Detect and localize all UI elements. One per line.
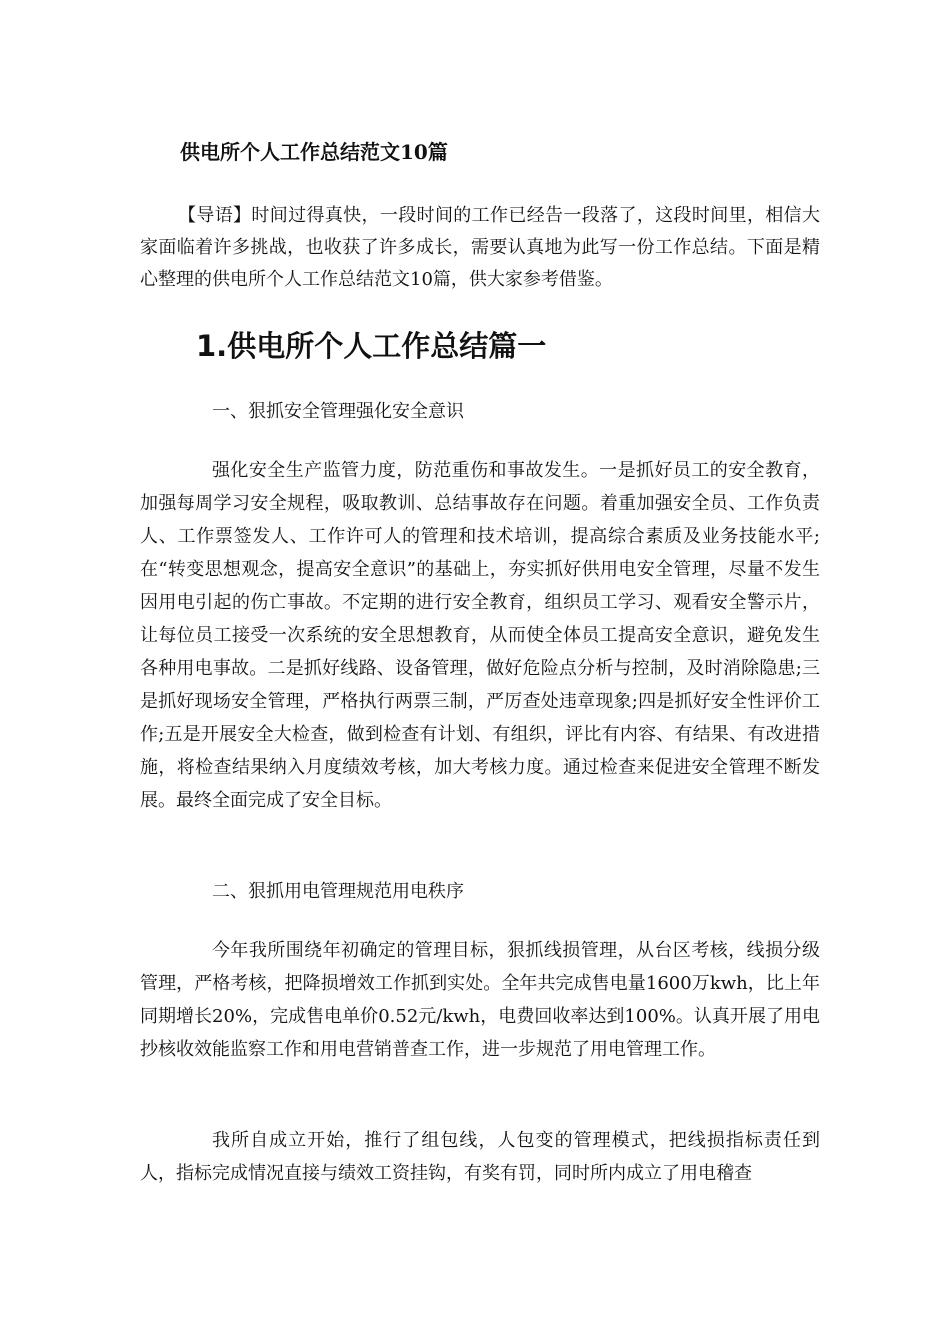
subheading-safety: 一、狠抓安全管理强化安全意识 [212,401,464,422]
paragraph-management: 我所自成立开始，推行了组包线，人包变的管理模式，把线损指标责任到人，指标完成情况直接与绩效工资挂钩，有奖有罚，同时所内成立了用电稽查 [140,1130,820,1184]
subheading-electricity: 二、狠抓用电管理规范用电秩序 [212,881,464,902]
paragraph-electricity: 今年我所围绕年初确定的管理目标，狠抓线损管理，从台区考核，线损分级管理，严格考核，把降损增效工作抓到实处。全年共完成售电量1600万kwh，比上年同期增长20%，完成售电单价0.52元/kwh，电费回收率达到100%。认真开展了用电抄核收效能监察工作和用电营销普查工作，进一步规范了用电管理工作。 [140,940,820,1060]
intro-paragraph: 【导语】时间过得真快，一段时间的工作已经告一段落了，这段时间里，相信大家面临着许多挑战，也收获了许多成长，需要认真地为此写一份工作总结。下面是精心整理的供电所个人工作总结范文10篇，供大家参考借鉴。 [140,205,820,290]
document-title: 供电所个人工作总结范文10篇 [180,140,448,164]
paragraph-safety: 强化安全生产监管力度，防范重伤和事故发生。一是抓好员工的安全教育，加强每周学习安全规程，吸取教训、总结事故存在问题。着重加强安全员、工作负责人、工作票签发人、工作许可人的管理和技术培训，提高综合素质及业务技能水平;在“转变思想观念，提高安全意识”的基础上，夯实抓好供用电安全管理，尽量不发生因用电引起的伤亡事故。不定期的进行安全教育，组织员工学习、观看安全警示片，让每位员工接受一次系统的安全思想教育，从而使全体员工提高安全意识，避免发生各种用电事故。二是抓好线路、设备管理，做好危险点分析与控制，及时消除隐患;三是抓好现场安全管理，严格执行两票三制，严厉查处违章现象;四是抓好安全性评价工作;五是开展安全大检查，做到检查有计划、有组织，评比有内容、有结果、有改进措施，将检查结果纳入月度绩效考核，加大考核力度。通过检查来促进安全管理不断发展。最终全面完成了安全目标。 [140,460,820,811]
section-heading: 1.供电所个人工作总结篇一 [196,329,547,363]
